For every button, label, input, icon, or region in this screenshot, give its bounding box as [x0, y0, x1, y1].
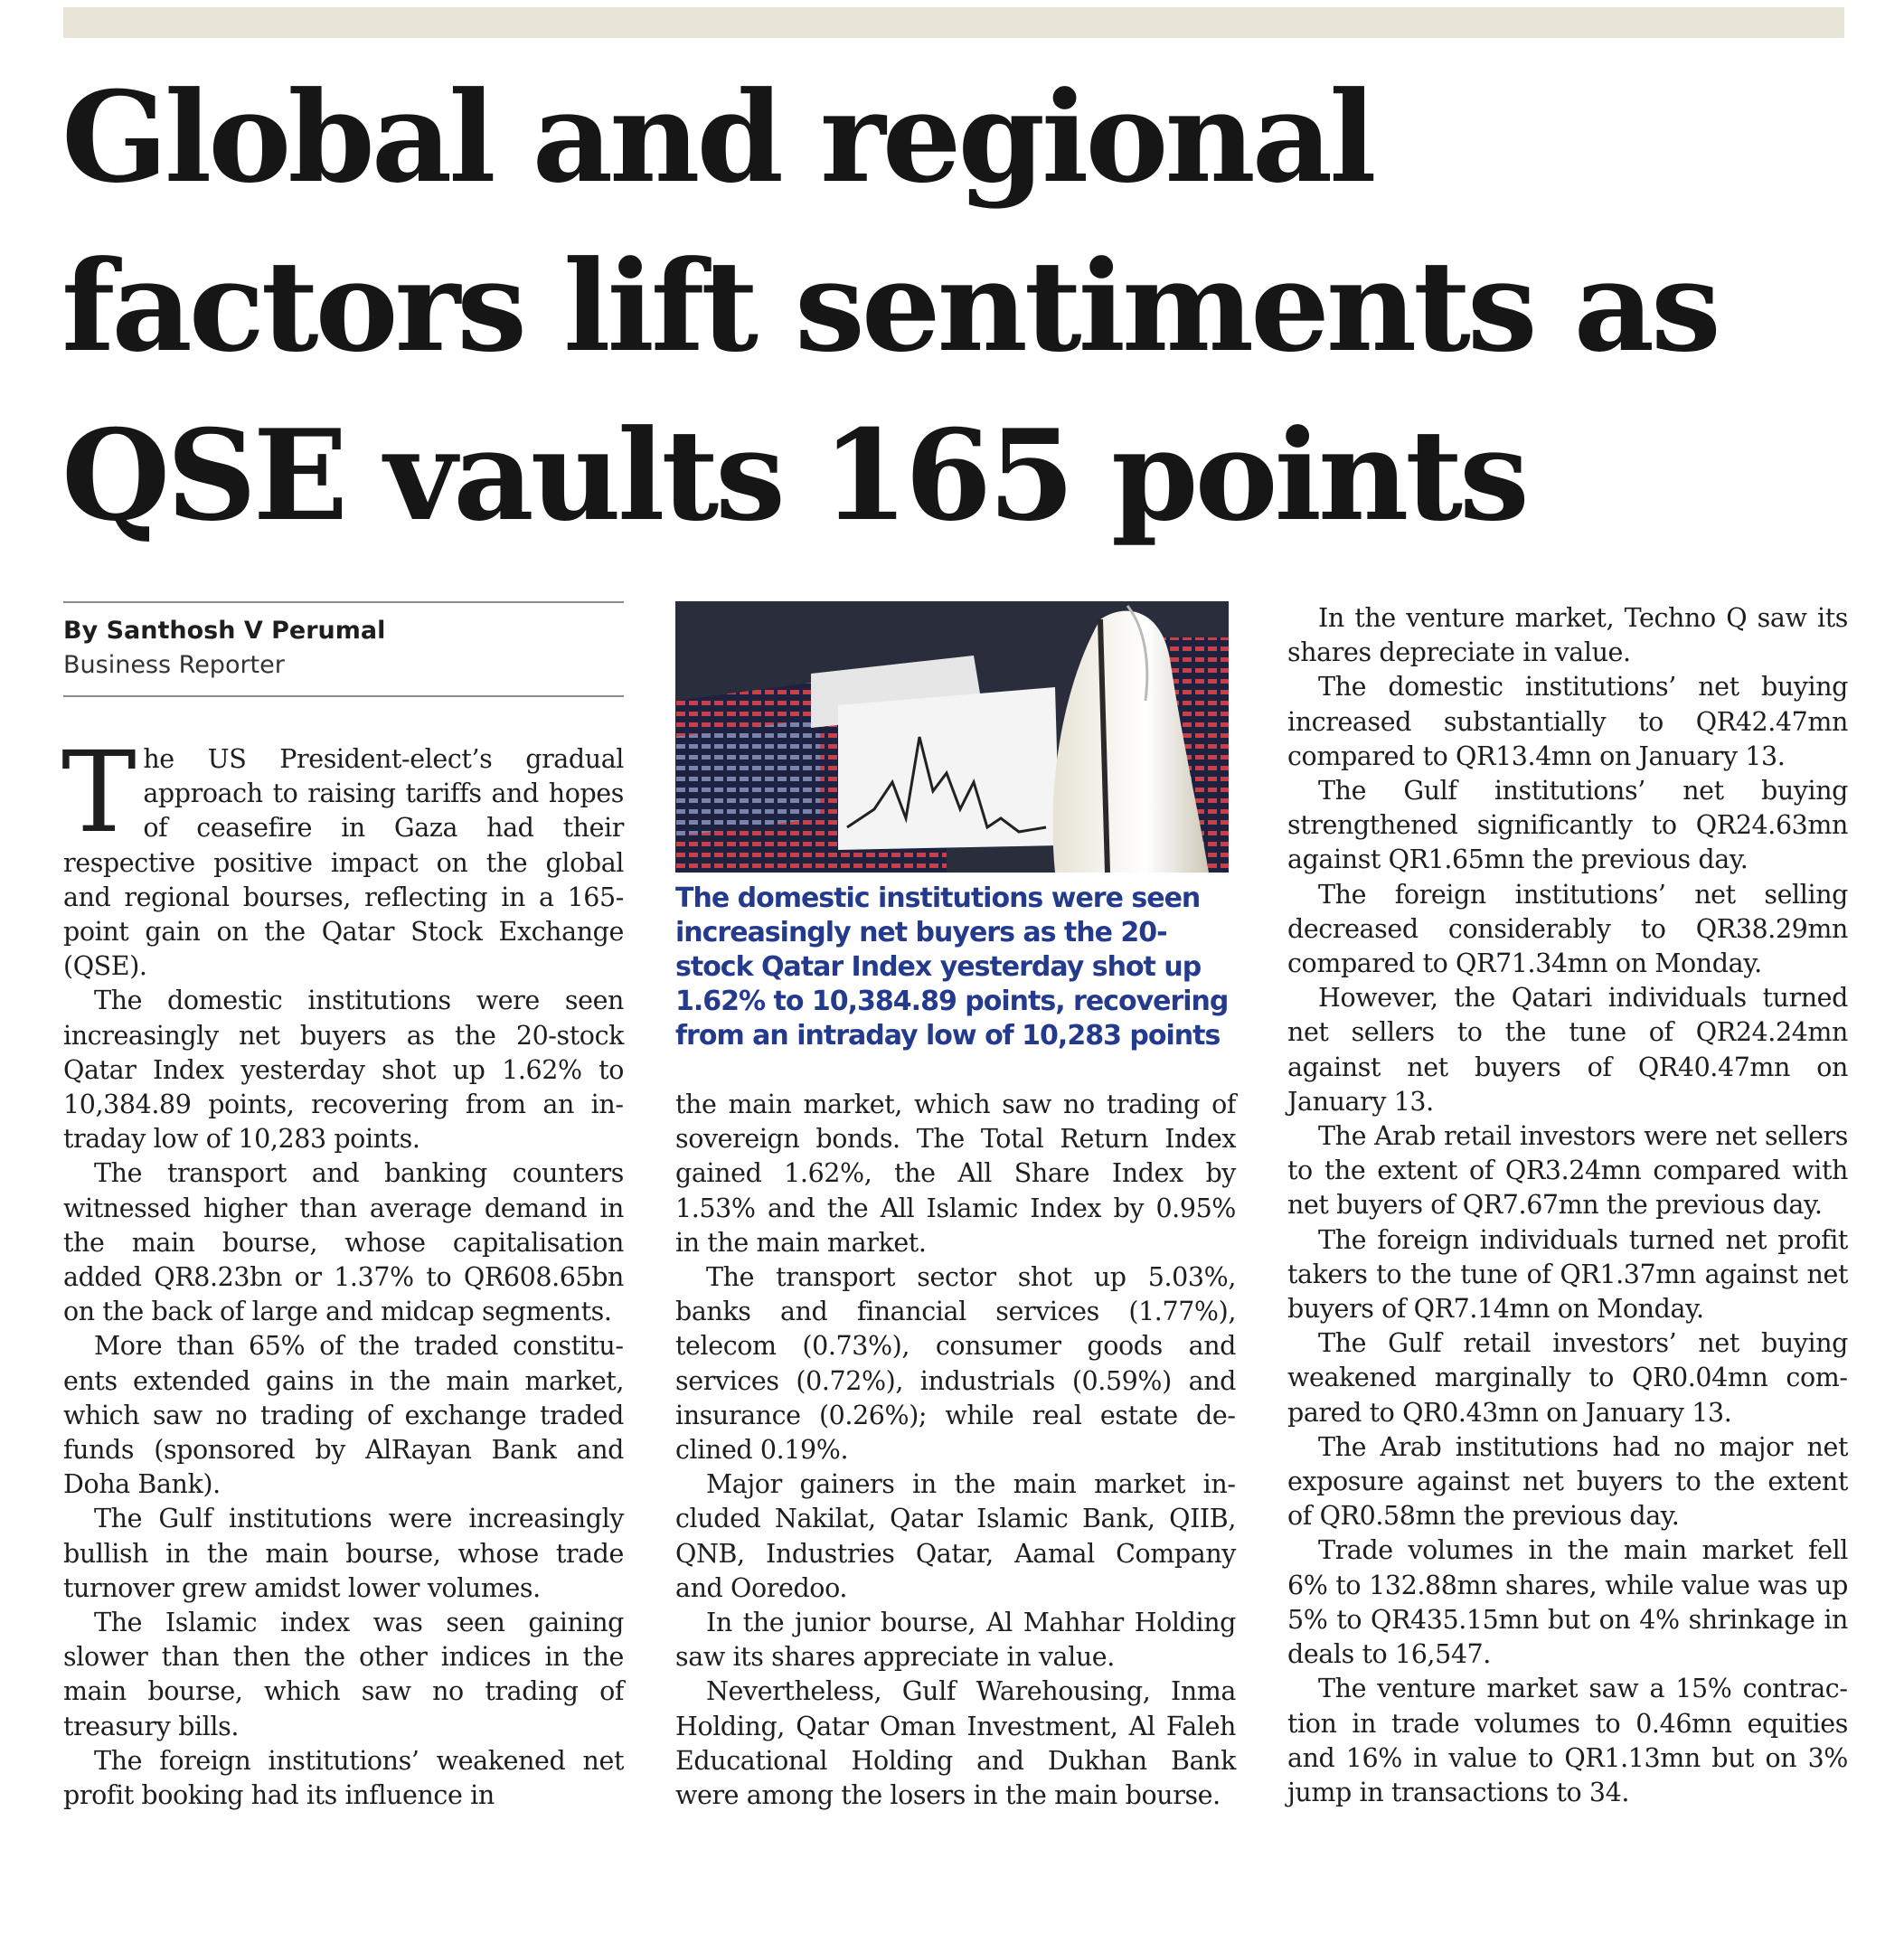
paragraph: The domestic institutions’ net buying increased substantially to QR42.47mn compared to QR13.4mn on January 13. — [1287, 672, 1848, 771]
trading-floor-image-icon — [675, 601, 1229, 873]
article-body-col-2 — [675, 1088, 1236, 1813]
reporter-role: Business Reporter — [63, 651, 285, 679]
article-body-col-1 — [61, 728, 624, 1813]
paragraph-text: he US President-elect’s gradual approach to raising tariffs and hopes of ceasefire in Gaza had their respective positive impact on the global and regional bourses, reflecting in a 165-point gain on the Qatar Stock Exchange (QSE). — [63, 744, 624, 982]
paragraph: The Arab retail investors were net sellers to the extent of QR3.24mn compared with net buyers of QR7.67mn the previous day. — [1287, 1121, 1848, 1221]
headline: Global and regional factors lift sentiments as QSE vaults 165 points — [61, 63, 1718, 549]
paragraph: However, the Qatari individuals turned net sellers to the tune of QR24.24mn against net buyers of QR40.47mn on January 13. — [1287, 983, 1848, 1117]
byline-block — [63, 601, 624, 697]
photo-caption: The domestic institutions were seen increasingly net buyers as the 20-stock Qatar Index yesterday shot up 1.62% to 10,384.89 points, recovering from an intraday low of 10,283 points — [675, 882, 1229, 1052]
paragraph: Trade volumes in the main market fell 6% to 132.88mn shares, while value was up 5% to QR435.15mn but on 4% shrinkage in deals to 16,547. — [1287, 1535, 1848, 1670]
paragraph: The transport sector shot up 5.03%, banks and financial services (1.77%), telecom (0.73%), consumer goods and services (0.72%), industrials (0.59%) and insurance (0.26%); while real estate declined 0.19%. — [675, 1262, 1236, 1466]
stock-exchange-photo — [675, 601, 1229, 873]
column-3 — [1287, 601, 1848, 1810]
paragraph: The Arab institutions had no major net exposure against net buyers to the extent of QR0.58mn the previous day. — [1287, 1431, 1848, 1532]
byline: By Santhosh V Perumal — [63, 617, 386, 645]
paragraph: The transport and banking counters witnessed higher than average demand in the main bourse, whose capitalisation added QR8.23bn or 1.37% to QR608.65bn on the back of large and midcap segments. — [63, 1158, 624, 1327]
paragraph: The Gulf retail investors’ net buying weakened marginally to QR0.04mn compared to QR0.43mn on January 13. — [1287, 1328, 1848, 1428]
paragraph: More than 65% of the traded constituents extended gains in the main market, which saw no trading of exchange traded funds (sponsored by AlRayan Bank and Doha Bank). — [63, 1331, 624, 1500]
paragraph: The venture market saw a 15% contraction in trade volumes to 0.46mn equities and 16% in value to QR1.13mn but on 3% jump in transactions to 34. — [1287, 1674, 1848, 1807]
column-2 — [675, 601, 1236, 1813]
paragraph: The domestic institutions were seen increasingly net buyers as the 20-stock Qatar Index yesterday shot up 1.62% to 10,384.89 points, recovering from an intraday low of 10,283 points. — [63, 986, 624, 1155]
paragraph: The foreign individuals turned net profit takers to the tune of QR1.37mn against net buyers of QR7.14mn on Monday. — [1287, 1224, 1848, 1325]
article-body-col-3 — [1287, 601, 1848, 1810]
paragraph: Major gainers in the main market included Nakilat, Qatar Islamic Bank, QIIB, QNB, Industries Qatar, Aamal Company and Ooredoo. — [675, 1469, 1236, 1603]
paragraph: The Gulf institutions were increasingly bullish in the main bourse, whose trade turnover grew amidst lower volumes. — [63, 1504, 624, 1603]
top-banner-bar — [63, 7, 1844, 38]
paragraph: the main market, which saw no trading of sovereign bonds. The Total Return Index gained 1.62%, the All Share Index by 1.53% and the All Islamic Index by 0.95% in the main market. — [675, 1090, 1236, 1258]
drop-cap: T — [61, 728, 137, 858]
paragraph: The Gulf institutions’ net buying strengthened significantly to QR24.63mn against QR1.65mn the previous day. — [1287, 776, 1848, 875]
column-1 — [63, 601, 624, 1813]
paragraph: The Islamic index was seen gaining slower than then the other indices in the main bourse, which saw no trading of treasury bills. — [63, 1608, 624, 1741]
paragraph: In the junior bourse, Al Mahhar Holding saw its shares appreciate in value. — [675, 1608, 1236, 1673]
paragraph: The foreign institutions’ net selling decreased considerably to QR38.29mn compared to QR71.34mn on Monday. — [1287, 879, 1848, 979]
paragraph: In the venture market, Techno Q saw its shares depreciate in value. — [1287, 603, 1848, 668]
paragraph: Nevertheless, Gulf Warehousing, Inma Holding, Qatar Oman Investment, Al Faleh Educational Holding and Dukhan Bank were among the losers in the main bourse. — [675, 1676, 1236, 1811]
paragraph: The foreign institutions’ weakened net profit booking had its influence in — [63, 1745, 624, 1811]
paragraph — [61, 728, 624, 984]
